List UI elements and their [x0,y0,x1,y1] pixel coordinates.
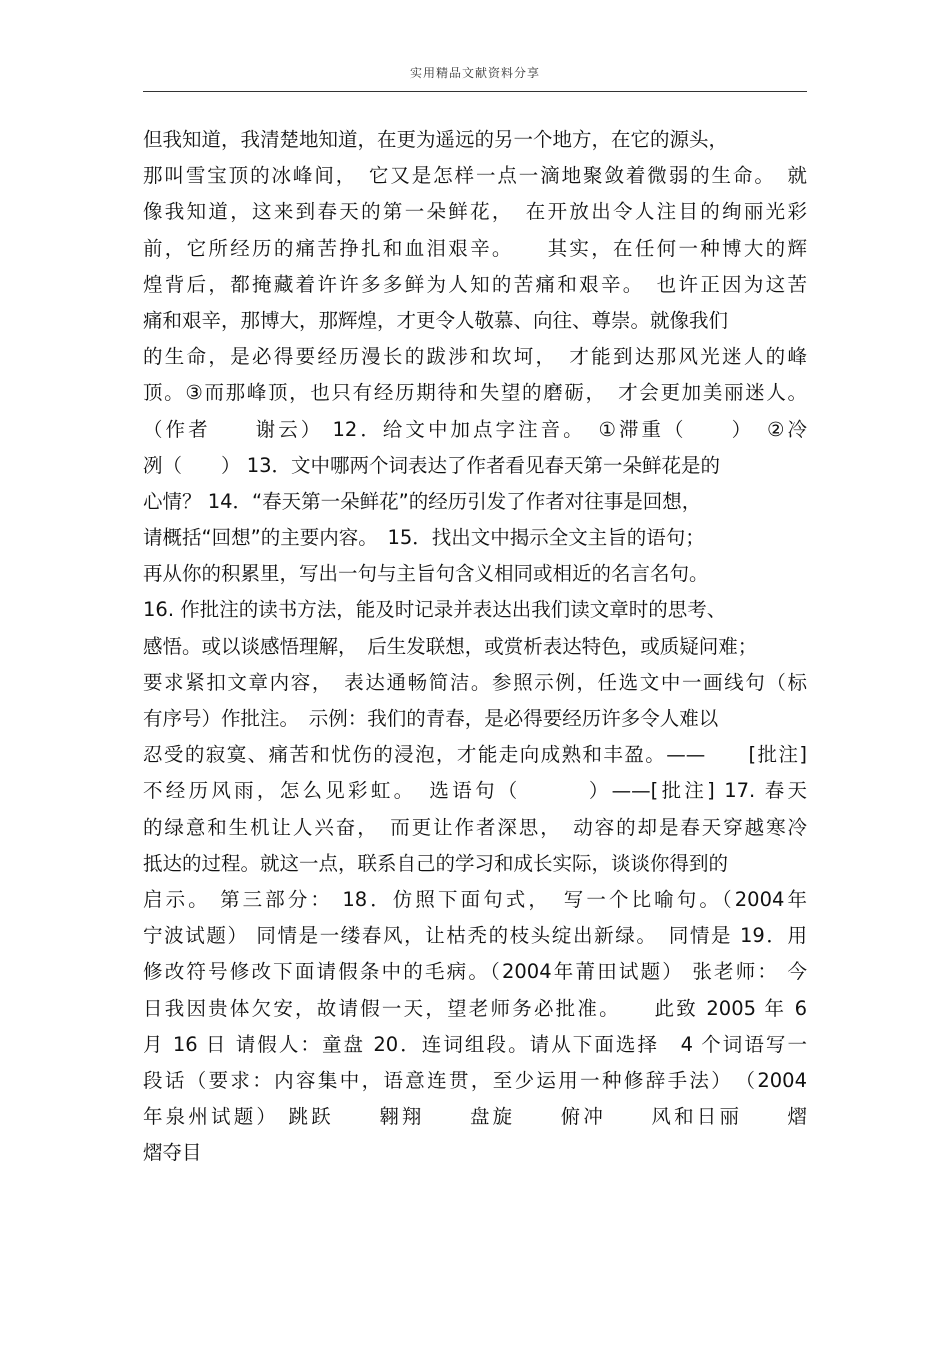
text-line: 煌背后，都掩藏着许许多多鲜为人知的苦痛和艰辛。 也许正因为这苦 [143,272,807,296]
text-line: 熠夺目 [143,1141,202,1165]
text-line: 不经历风雨，怎么见彩虹。 选语句（ ）——[批注] 17. 春天 [143,779,807,803]
text-line: 痛和艰辛，那博大，那辉煌，才更令人敬慕、向往、尊崇。就像我们 [143,308,729,332]
header-divider [143,91,807,92]
text-line: 16. 作批注的读书方法，能及时记录并表达出我们读文章时的思考、 [143,598,727,622]
text-line: 请概括“回想”的主要内容。 15．找出文中揭示全文主旨的语句； [143,526,705,550]
text-line: 那叫雪宝顶的冰峰间， 它又是怎样一点一滴地聚敛着微弱的生命。 就 [143,164,807,188]
text-line: 月 16 日 请假人：童盘 20．连词组段。请从下面选择 4 个词语写一 [143,1032,807,1056]
document-body [143,122,823,1171]
text-line: 感悟。或以谈感悟理解， 后生发联想，或赏析表达特色，或质疑问难； [143,634,758,658]
text-line: 有序号）作批注。 示例：我们的青春，是必得要经历许多令人难以 [143,707,719,730]
text-line: 日我因贵体欠安，故请假一天，望老师务必批准。 此致 2005 年 6 [143,996,807,1020]
text-line: 但我知道，我清楚地知道，在更为遥远的另一个地方，在它的源头， [143,128,729,151]
text-line: 的绿意和生机让人兴奋， 而更让作者深思， 动容的却是春天穿越寒冷 [143,815,807,839]
text-line: 抵达的过程。就这一点，联系自己的学习和成长实际，谈谈你得到的 [143,851,729,875]
text-line: 修改符号修改下面请假条中的毛病。（2004年莆田试题） 张老师： 今 [143,960,807,984]
text-line: 冽（ ） 13．文中哪两个词表达了作者看见春天第一朵鲜花是的 [143,453,721,477]
text-line: 像我知道，这来到春天的第一朵鲜花， 在开放出令人注目的绚丽光彩 [143,200,807,224]
text-line: 年泉州试题） 跳跃 翱翔 盘旋 俯冲 风和日丽 熠 [143,1105,807,1129]
text-line: 要求紧扣文章内容， 表达通畅简洁。参照示例，任选文中一画线句（标 [143,670,807,694]
text-line: 的生命，是必得要经历漫长的跋涉和坎坷， 才能到达那风光迷人的峰 [143,345,807,369]
page-header: 实用精品文献资料分享 [409,66,540,80]
text-line: 心情？ 14．“春天第一朵鲜花”的经历引发了作者对往事是回想， [143,489,702,513]
text-line: 再从你的积累里，写出一句与主旨句含义相同或相近的名言名句。 [143,562,709,586]
text-line: 启示。 第三部分： 18．仿照下面句式， 写一个比喻句。（2004年 [143,887,807,911]
text-line: 宁波试题） 同情是一缕春风，让枯秃的枝头绽出新绿。 同情是 19．用 [143,924,807,948]
text-line: 顶。③而那峰顶，也只有经历期待和失望的磨砺， 才会更加美丽迷人。 [143,381,807,405]
text-line: 忍受的寂寞、痛苦和忧伤的浸泡，才能走向成熟和丰盈。—— [批注] [143,743,807,767]
text-line: 前，它所经历的痛苦挣扎和血泪艰辛。 其实，在任何一种博大的辉 [143,236,807,260]
text-line: （作者 谢云） 12．给文中加点字注音。 ①滞重（ ） ②冷 [143,417,807,441]
text-line: 段话（要求：内容集中，语意连贯，至少运用一种修辞手法） （2004 [143,1068,807,1092]
